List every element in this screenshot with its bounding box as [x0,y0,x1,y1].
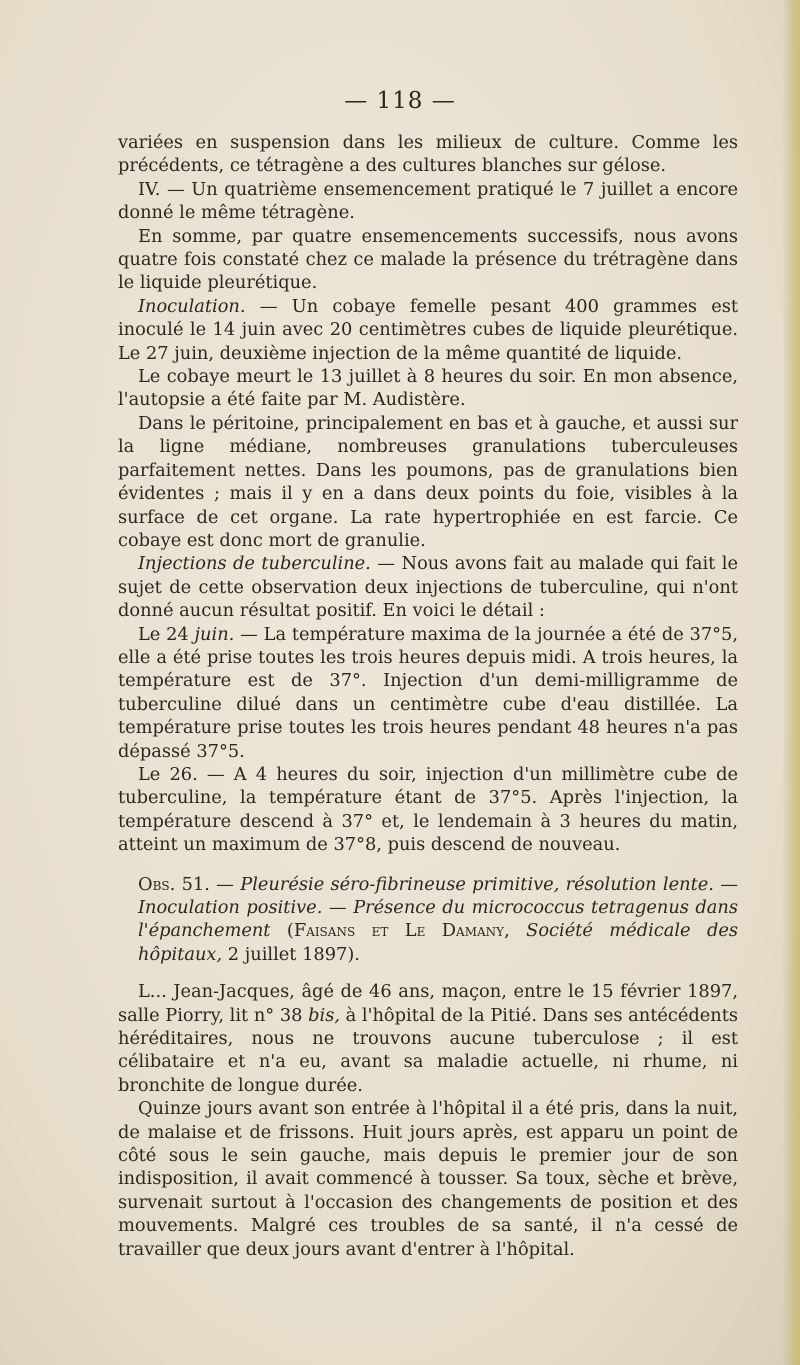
observation-source: Société médicale des hôpitaux, [138,920,738,965]
paragraph [118,552,738,622]
paragraph: Quinze jours avant son entrée à l'hôpital il a été pris, dans la nuit, de malaise et de frissons. Huit jours après, est apparu un point de côté sous le sein gauche, mais depuis le premier jour de son indisposition, il avait commencé à tousser. Sa toux, sèche et brève, survenait surtout à l'occasion des changements de position et des mouvements. Malgré ces troubles de sa santé, il n'a cessé de travailler que deux jours avant d'entrer à l'hôpital. [118,1098,738,1260]
paragraph-label: Injections de tuberculine. [138,553,371,575]
section-gap [118,966,738,980]
section-gap [118,857,738,873]
paragraph-body: Le 24 [138,623,195,645]
paragraph: IV. — Un quatrième ensemencement pratiqué le 7 juillet a encore donné le même tétragène. [118,178,738,224]
paragraph-label: bis, [308,1004,340,1026]
paragraph: En somme, par quatre ensemencements successifs, nous avons quatre fois constaté chez ce malade la présence du trétragène dans le liquide pleurétique. [118,225,738,294]
paragraph-body: — Un cobaye femelle pesant 400 grammes est inoculé le 14 juin avec 20 centimètres cubes de liquide pleurétique. Le 27 juin, deuxième injection de la même quantité de liquide. [118,295,738,364]
page-number: — 118 — [344,88,456,114]
paragraph: Le cobaye meurt le 13 juillet à 8 heures du soir. En mon absence, l'autopsie a été faite par M. Audistère. [118,366,738,411]
page-edge [782,0,800,1365]
paragraph [118,623,738,763]
observation-title: Pleurésie séro-fibrineuse primitive, résolution lente. — Inoculation positive. — Présence du micrococcus tetragenus dans l'épanchement [138,873,738,942]
observation-heading [118,873,738,967]
paragraph-body: à l'hôpital de la Pitié. Dans ses antécédents héréditaires, nous ne trouvons aucune tuberculose ; il est célibataire et n'a eu, avant sa maladie actuelle, ni rhume, ni bronchite de longue durée. [118,1004,739,1096]
paragraph-body: L... Jean-Jacques, âgé de 46 ans, maçon, entre le 15 février 1897, salle Piorry, lit n° 38 [118,981,738,1026]
paragraph [118,295,738,365]
observation-number: Obs. 51. — [138,873,241,895]
paragraph: Le 26. — A 4 heures du soir, injection d'un millimètre cube de tuberculine, la température étant de 37°5. Après l'injection, la température descend à 37° et, le lendemain à 3 heures du matin, atteint un maximum de 37°8, puis descend de nouveau. [118,763,738,856]
body-text [118,131,738,1261]
observation-authors: (Faisans et Le Damany, [270,920,527,942]
paragraph: variées en suspension dans les milieux de culture. Comme les précédents, ce tétragène a des cultures blanches sur gélose. [118,132,738,177]
paragraph-label: juin. [194,623,235,645]
observation-date: 2 juillet 1897). [222,943,360,965]
paragraph [118,980,738,1097]
paragraph-body: — Nous avons fait au malade qui fait le sujet de cette observation deux injections de tuberculine, qui n'ont donné aucun résultat positif. En voici le détail : [118,553,738,622]
paragraph-label: Inoculation. [138,295,246,317]
paragraph-body: — La température maxima de la journée a été de 37°5, elle a été prise toutes les trois heures depuis midi. A trois heures, la température est de 37°. Injection d'un demi-milligramme de tuberculine dilué dans un centimètre cube d'eau distillée. La température prise toutes les trois heures pendant 48 heures n'a pas dépassé 37°5. [118,623,739,762]
paragraph: Dans le péritoine, principalement en bas et à gauche, et aussi sur la ligne médiane, nombreuses granulations tuberculeuses parfaitement nettes. Dans les poumons, pas de granulations bien évidentes ; mais il y en a dans deux points du foie, visibles à la surface de cet organe. La rate hypertrophiée en est farcie. Ce cobaye est donc mort de granulie. [118,412,738,551]
